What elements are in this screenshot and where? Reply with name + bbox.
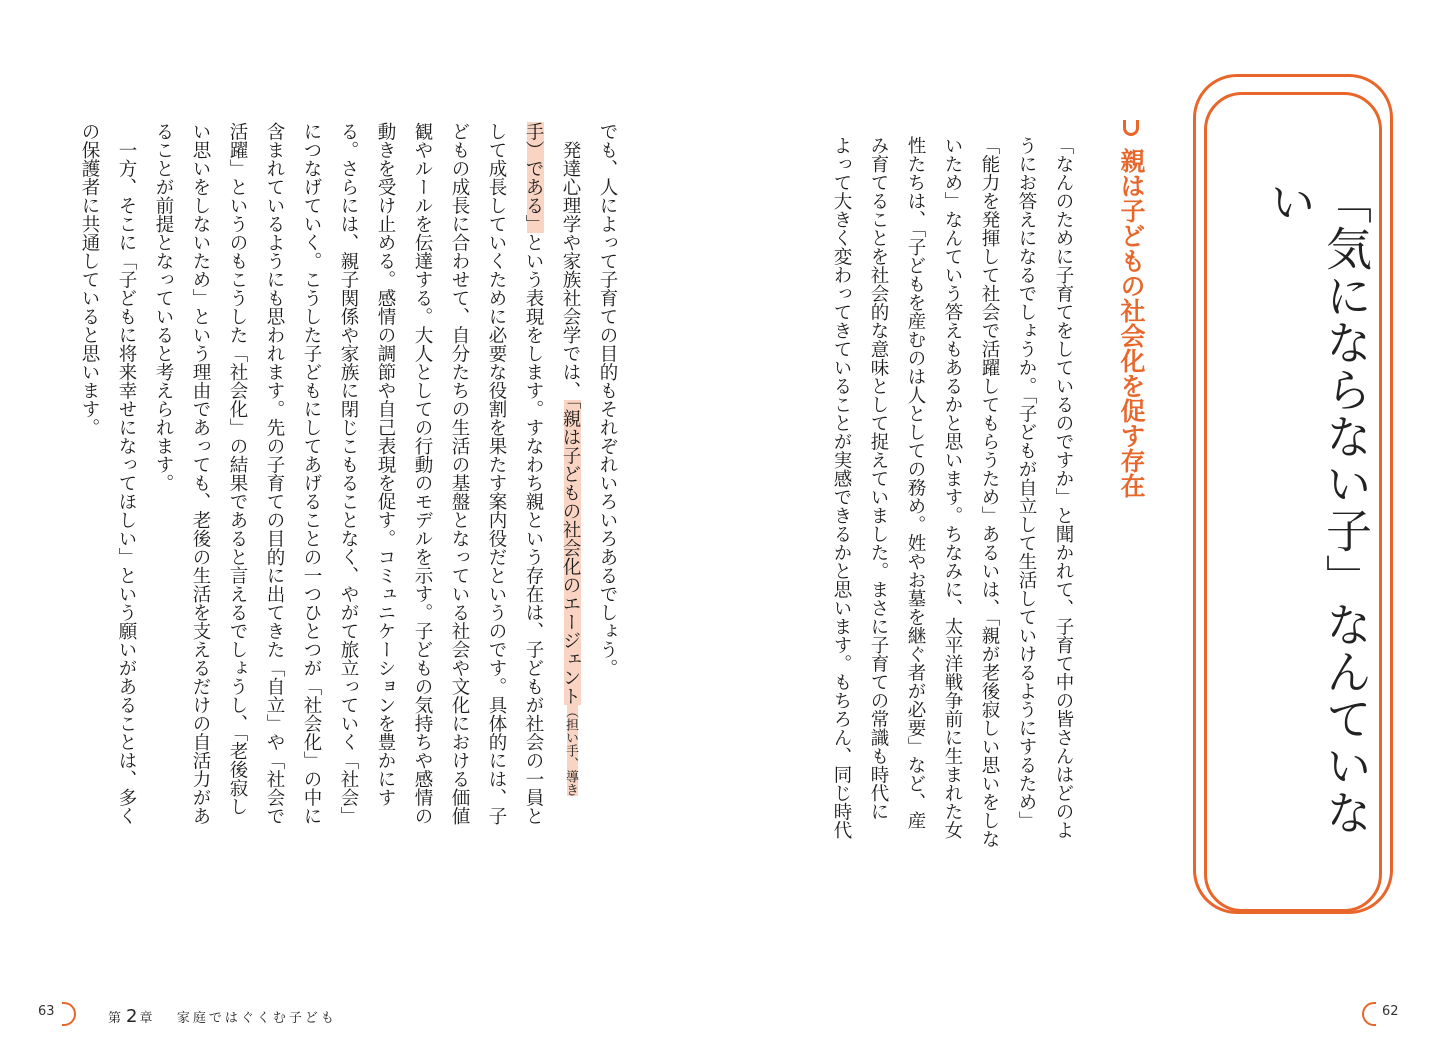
folio-arc-icon <box>1362 1002 1376 1026</box>
section-subheading: 親は子どもの社会化を促す存在 <box>1117 148 1146 498</box>
left-page-number: 63 <box>38 1004 55 1019</box>
body-line: 「なんのために子育てをしているのですか」と聞かれて、子育て中の皆さんはどのよ <box>1053 136 1074 839</box>
body-line: い思いをしないため」という理由であっても、老後の生活を支えるだけの自活力があ <box>190 122 211 825</box>
body-line: 一方、そこに「子どもに将来幸せになってほしい」という願いがあることは、多く <box>116 122 137 825</box>
body-line: 観やルールを伝達する。大人としての行動のモデルを示す。子どもの気持ちや感情の <box>412 122 433 825</box>
body-line: につなげていく。こうした子どもにしてあげることの一つひとつが「社会化」の中に <box>301 122 322 825</box>
body-line <box>515 122 552 882</box>
highlighted-phrase: 手）である」 <box>523 122 544 233</box>
annotation-text: （担い手、導き <box>563 704 578 796</box>
running-head <box>108 1006 337 1027</box>
subheading-mark-icon <box>1123 120 1139 136</box>
body-line: 性たちは、「子どもを産むのは人としての務め。姓やお墓を継ぐ者が必要」など、産 <box>905 136 926 830</box>
body-line: 「能力を発揮して社会で活躍してもらうため」あるいは、「親が老後寂しい思いをしな <box>979 136 1000 849</box>
body-line: どもの成長に合わせて、自分たちの生活の基盤となっている社会や文化における価値 <box>449 122 470 825</box>
body-line: 動きを受け止める。感情の調節や自己表現を促す。コミュニケーションを豊かにす <box>375 122 396 807</box>
folio-arc-icon <box>62 1002 76 1026</box>
highlighted-phrase: 「親は子どもの社会化のエージェント <box>560 399 581 705</box>
body-line <box>552 122 589 882</box>
body-line: でも、人によって子育ての目的もそれぞれいろいろあるでしょう。 <box>597 122 618 677</box>
body-line: の保護者に共通していると思います。 <box>79 122 100 437</box>
body-text: という表現をします。すなわち親という存在は、子どもが社会の一員と <box>523 233 544 825</box>
body-line: して成長していくために必要な役割を果たす案内役だというのです。具体的には、子 <box>486 122 507 825</box>
body-line: み育てることを社会的な意味として捉えていました。まさに子育ての常識も時代に <box>868 136 889 821</box>
right-page-body <box>822 136 1082 896</box>
body-line: うにお答えになるでしょうか。「子どもが自立して生活していけるようにするため」 <box>1016 136 1037 830</box>
body-text: 発達心理学や家族社会学では、 <box>560 122 581 400</box>
left-page-body <box>66 122 626 882</box>
body-line: 活躍」というのもこうした「社会化」の結果であると言えるでしょうし、「老後寂し <box>227 122 248 816</box>
page-title: 「気にならない子」なんていない <box>1263 178 1373 836</box>
body-line: 含まれているようにも思われます。先の子育ての目的に出てきた「自立」や「社会で <box>264 122 285 825</box>
body-line: よって大きく変わってきていることが実感できるかと思います。もちろん、同じ時代 <box>831 136 852 839</box>
body-line: ることが前提となっていると考えられます。 <box>153 122 174 492</box>
chapter-suffix: 章 <box>139 1011 156 1026</box>
chapter-prefix: 第 <box>108 1011 125 1026</box>
body-line: る。さらには、親子関係や家族に閉じこもることなく、やがて旅立っていく「社会」 <box>338 122 359 825</box>
right-page-number: 62 <box>1382 1004 1399 1019</box>
body-line: いため」なんていう答えもあるかと思います。ちなみに、太平洋戦争前に生まれた女 <box>942 136 963 839</box>
chapter-title: 家庭ではぐくむ子ども <box>176 1011 337 1026</box>
chapter-number: 2 <box>126 1006 138 1027</box>
